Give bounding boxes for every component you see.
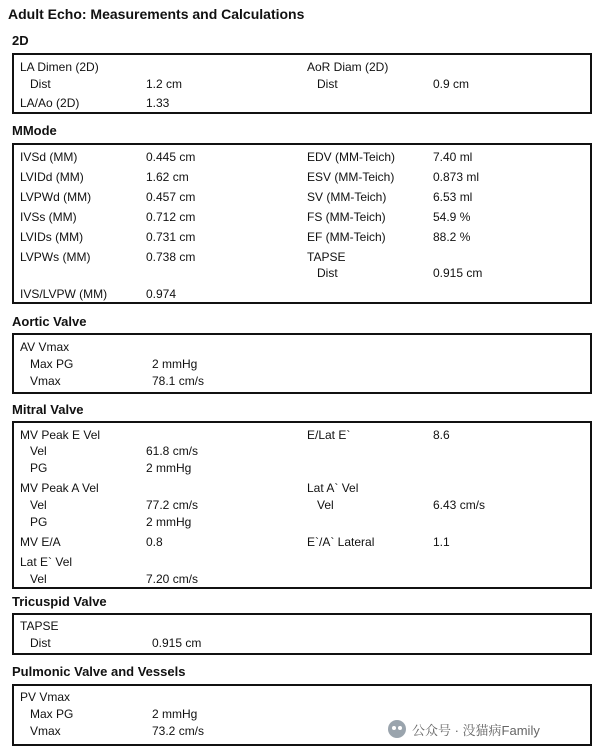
watermark-text: 公众号 · 没猫病Family	[412, 722, 540, 738]
av-vmax-sub-label: Vmax	[30, 374, 61, 388]
wechat-icon	[388, 720, 406, 738]
av-vmax-value: 78.1 cm/s	[152, 374, 205, 388]
mmode-left-value: 0.731 cm	[146, 230, 196, 244]
mv-e-pg-value: 2 mmHg	[146, 461, 192, 475]
mmode-right-value: 6.53 ml	[433, 190, 473, 204]
watermark	[388, 718, 540, 740]
mmode-right-label: EDV (MM-Teich)	[307, 150, 396, 164]
pv-vmax-sub-label: Vmax	[30, 724, 61, 738]
av-maxpg-value: 2 mmHg	[152, 357, 198, 371]
mv-e-pg-label: PG	[30, 461, 48, 475]
mmode-tapse-dist-value: 0.915 cm	[433, 266, 483, 280]
mv-ea-label: MV E/A	[20, 535, 61, 549]
mmode-left-value: 0.738 cm	[146, 250, 196, 264]
lat-e-vel-sub-label: Vel	[30, 572, 47, 586]
box-mitral	[12, 421, 592, 589]
box-tricuspid	[12, 613, 592, 655]
ivs-lvpw-value: 0.974	[146, 287, 177, 301]
section-title-pulmonic: Pulmonic Valve and Vessels	[12, 664, 186, 679]
mmode-left-label: LVIDd (MM)	[20, 170, 84, 184]
pv-vmax-value: 73.2 cm/s	[152, 724, 205, 738]
la-ao-value: 1.33	[146, 96, 170, 110]
lat-a-vel-sub-label: Vel	[317, 498, 334, 512]
mv-e-vel-label: Vel	[30, 444, 47, 458]
ea-lateral-label: E`/A` Lateral	[307, 535, 375, 549]
mmode-right-label: ESV (MM-Teich)	[307, 170, 395, 184]
mv-peak-a-label: MV Peak A Vel	[20, 481, 99, 495]
la-dimen-label: LA Dimen (2D)	[20, 60, 99, 74]
mmode-left-label: LVIDs (MM)	[20, 230, 84, 244]
box-mmode	[12, 143, 592, 304]
mmode-left-label: LVPWs (MM)	[20, 250, 91, 264]
mv-e-vel-value: 61.8 cm/s	[146, 444, 199, 458]
ivs-lvpw-label: IVS/LVPW (MM)	[20, 287, 108, 301]
mv-peak-e-label: MV Peak E Vel	[20, 428, 101, 442]
lat-e-vel-value: 7.20 cm/s	[146, 572, 199, 586]
mmode-right-label: EF (MM-Teich)	[307, 230, 386, 244]
ea-lateral-value: 1.1	[433, 535, 450, 549]
mmode-right-value: 7.40 ml	[433, 150, 473, 164]
av-vmax-label: AV Vmax	[20, 340, 70, 354]
section-title-mitral: Mitral Valve	[12, 402, 84, 417]
mmode-right-value: 54.9 %	[433, 210, 471, 224]
la-ao-label: LA/Ao (2D)	[20, 96, 80, 110]
section-title-tricuspid: Tricuspid Valve	[12, 594, 107, 609]
tv-dist-label: Dist	[30, 636, 51, 650]
mmode-left-label: LVPWd (MM)	[20, 190, 92, 204]
mv-a-vel-value: 77.2 cm/s	[146, 498, 199, 512]
mmode-left-value: 0.712 cm	[146, 210, 196, 224]
la-dist-label: Dist	[30, 77, 51, 91]
mmode-left-value: 0.457 cm	[146, 190, 196, 204]
mmode-right-value: 0.873 ml	[433, 170, 480, 184]
lat-a-vel-value: 6.43 cm/s	[433, 498, 486, 512]
lat-a-vel-label: Lat A` Vel	[307, 481, 359, 495]
pv-maxpg-label: Max PG	[30, 707, 74, 721]
mmode-tapse-dist-label: Dist	[317, 266, 338, 280]
e-late-value: 8.6	[433, 428, 450, 442]
tv-tapse-label: TAPSE	[20, 619, 59, 633]
page-title: Adult Echo: Measurements and Calculations	[8, 6, 305, 22]
mmode-right-value: 88.2 %	[433, 230, 471, 244]
mmode-left-value: 0.445 cm	[146, 150, 196, 164]
tv-dist-value: 0.915 cm	[152, 636, 202, 650]
pv-vmax-label: PV Vmax	[20, 690, 71, 704]
ao-dist-value: 0.9 cm	[433, 77, 470, 91]
mmode-right-label: FS (MM-Teich)	[307, 210, 386, 224]
ao-diam-label: AoR Diam (2D)	[307, 60, 389, 74]
box-2d	[12, 53, 592, 114]
pv-maxpg-value: 2 mmHg	[152, 707, 198, 721]
mv-a-pg-label: PG	[30, 515, 48, 529]
mv-a-pg-value: 2 mmHg	[146, 515, 192, 529]
ao-dist-label: Dist	[317, 77, 338, 91]
av-maxpg-label: Max PG	[30, 357, 74, 371]
lat-e-vel-label: Lat E` Vel	[20, 555, 73, 569]
section-title-2d: 2D	[12, 33, 29, 48]
mmode-left-value: 1.62 cm	[146, 170, 189, 184]
mmode-tapse-label: TAPSE	[307, 250, 346, 264]
mmode-right-label: SV (MM-Teich)	[307, 190, 387, 204]
mv-ea-value: 0.8	[146, 535, 163, 549]
e-late-label: E/Lat E`	[307, 428, 351, 442]
mmode-left-label: IVSs (MM)	[20, 210, 77, 224]
mv-a-vel-label: Vel	[30, 498, 47, 512]
box-aortic	[12, 333, 592, 394]
mmode-left-label: IVSd (MM)	[20, 150, 78, 164]
section-title-mmode: MMode	[12, 123, 57, 138]
la-dist-value: 1.2 cm	[146, 77, 183, 91]
section-title-aortic: Aortic Valve	[12, 314, 87, 329]
